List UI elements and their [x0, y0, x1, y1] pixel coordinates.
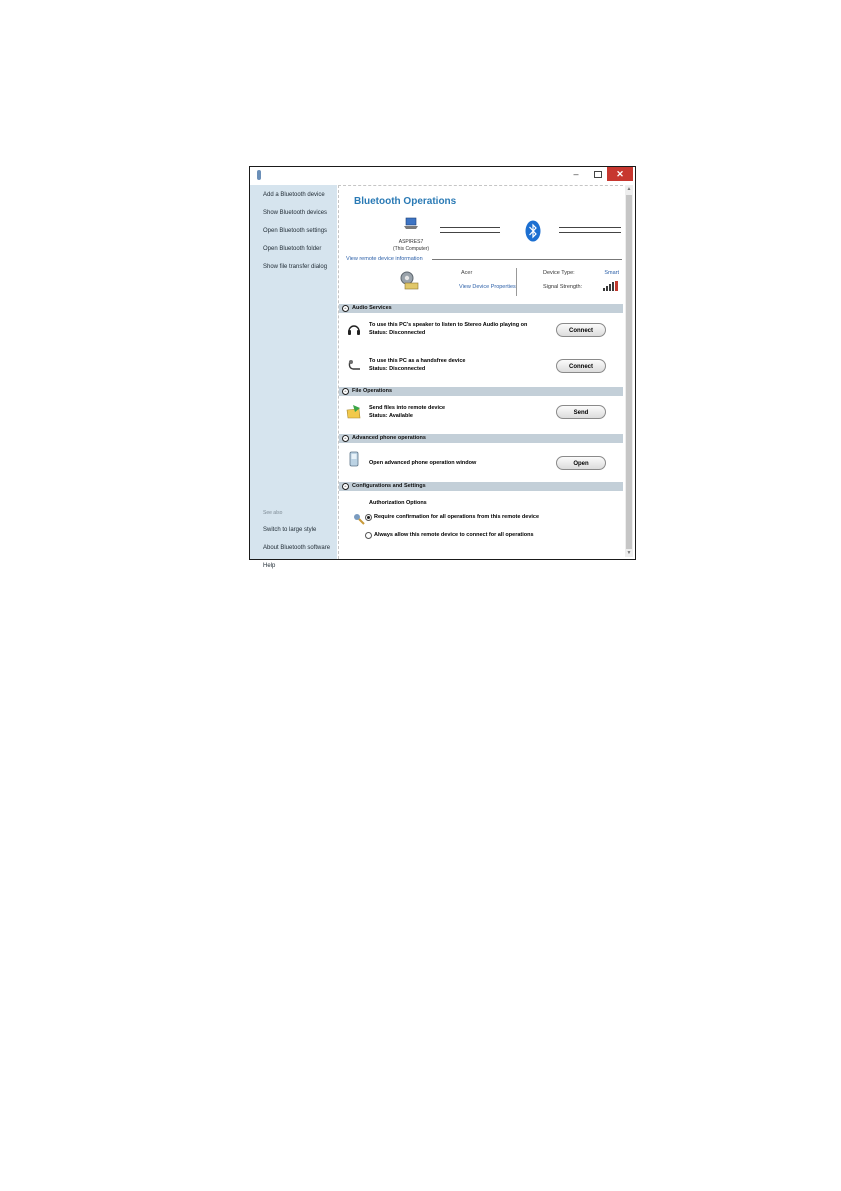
service-title: To use this PC as a handsfree device — [369, 358, 466, 364]
connection-line-left — [440, 227, 500, 233]
view-device-properties-link[interactable]: View Device Properties — [459, 284, 516, 290]
signal-strength-label: Signal Strength: — [543, 284, 583, 290]
sidebar-item-about[interactable]: About Bluetooth software — [263, 545, 331, 551]
computer-subtitle: (This Computer) — [392, 246, 430, 252]
service-title: Send files into remote device — [369, 405, 446, 411]
sidebar-item-large-style[interactable]: Switch to large style — [263, 527, 317, 533]
section-title: Advanced phone operations — [352, 435, 426, 441]
collapse-icon[interactable]: ^ — [342, 435, 349, 442]
maximize-icon — [594, 171, 602, 178]
scroll-up-icon[interactable]: ▲ — [626, 186, 632, 192]
remote-device-name: Acer — [461, 270, 473, 276]
device-gear-icon — [399, 269, 419, 291]
view-remote-info-link[interactable]: View remote device information — [346, 256, 423, 262]
section-header-phone[interactable] — [339, 434, 623, 443]
sidebar-item-add-device[interactable]: Add a Bluetooth device — [263, 192, 325, 198]
connection-line-right — [559, 227, 621, 233]
sidebar-item-file-transfer[interactable]: Show file transfer dialog — [263, 264, 328, 270]
section-header-config[interactable] — [339, 482, 623, 491]
bluetooth-window — [249, 166, 636, 569]
minimize-button[interactable]: – — [573, 169, 579, 179]
service-title: Open advanced phone operation window — [369, 460, 477, 466]
scroll-thumb[interactable] — [626, 195, 632, 549]
scrollbar[interactable] — [625, 185, 633, 557]
always-allow-label[interactable]: Always allow this remote device to connect for all operations — [374, 532, 534, 538]
title-bar — [250, 167, 635, 185]
connect-stereo-button[interactable]: Connect — [556, 323, 606, 337]
authorization-title: Authorization Options — [369, 500, 427, 506]
divider — [516, 268, 517, 296]
require-confirmation-label[interactable]: Require confirmation for all operations from this remote device — [374, 514, 540, 520]
device-type-label: Device Type: — [543, 270, 575, 276]
divider — [432, 259, 622, 260]
close-button[interactable]: ✕ — [607, 167, 633, 181]
sidebar-item-open-settings[interactable]: Open Bluetooth settings — [263, 228, 328, 234]
section-title: File Operations — [352, 388, 393, 394]
section-title: Configurations and Settings — [352, 483, 426, 489]
sidebar — [250, 185, 337, 569]
service-title: To use this PC's speaker to listen to Stereo Audio playing on — [369, 322, 528, 328]
service-status: Status: Available — [369, 413, 413, 419]
send-files-button[interactable]: Send — [556, 405, 606, 419]
sidebar-item-open-folder[interactable]: Open Bluetooth folder — [263, 246, 322, 252]
section-header-audio[interactable] — [339, 304, 623, 313]
signal-strength-icon — [603, 281, 619, 291]
laptop-icon — [404, 218, 418, 230]
computer-name: ASPIRES7 — [398, 239, 424, 245]
headset-icon — [347, 358, 361, 372]
collapse-icon[interactable]: ^ — [342, 483, 349, 490]
collapse-icon[interactable]: ^ — [342, 305, 349, 312]
sidebar-item-help[interactable]: Help — [263, 563, 276, 569]
section-header-file[interactable] — [339, 387, 623, 396]
open-phone-operations-button[interactable]: Open — [556, 456, 606, 470]
bluetooth-app-icon — [256, 170, 262, 180]
service-status: Status: Disconnected — [369, 330, 426, 336]
page-title: Bluetooth Operations — [354, 196, 457, 207]
bluetooth-icon — [525, 220, 541, 242]
maximize-button[interactable] — [587, 167, 609, 181]
main-panel — [338, 185, 623, 559]
always-allow-radio[interactable] — [365, 532, 372, 539]
section-title: Audio Services — [352, 305, 392, 311]
phone-icon — [347, 452, 361, 466]
authorization-icon — [353, 513, 365, 525]
device-type-value: Smart — [604, 270, 619, 276]
require-confirmation-radio[interactable] — [365, 514, 372, 521]
scroll-down-icon[interactable]: ▼ — [626, 550, 632, 556]
send-folder-icon — [347, 405, 361, 419]
connect-handsfree-button[interactable]: Connect — [556, 359, 606, 373]
see-also-label: See also — [263, 510, 283, 516]
sidebar-item-show-devices[interactable]: Show Bluetooth devices — [263, 210, 328, 216]
collapse-icon[interactable]: ^ — [342, 388, 349, 395]
service-status: Status: Disconnected — [369, 366, 426, 372]
headphones-icon — [347, 322, 361, 336]
